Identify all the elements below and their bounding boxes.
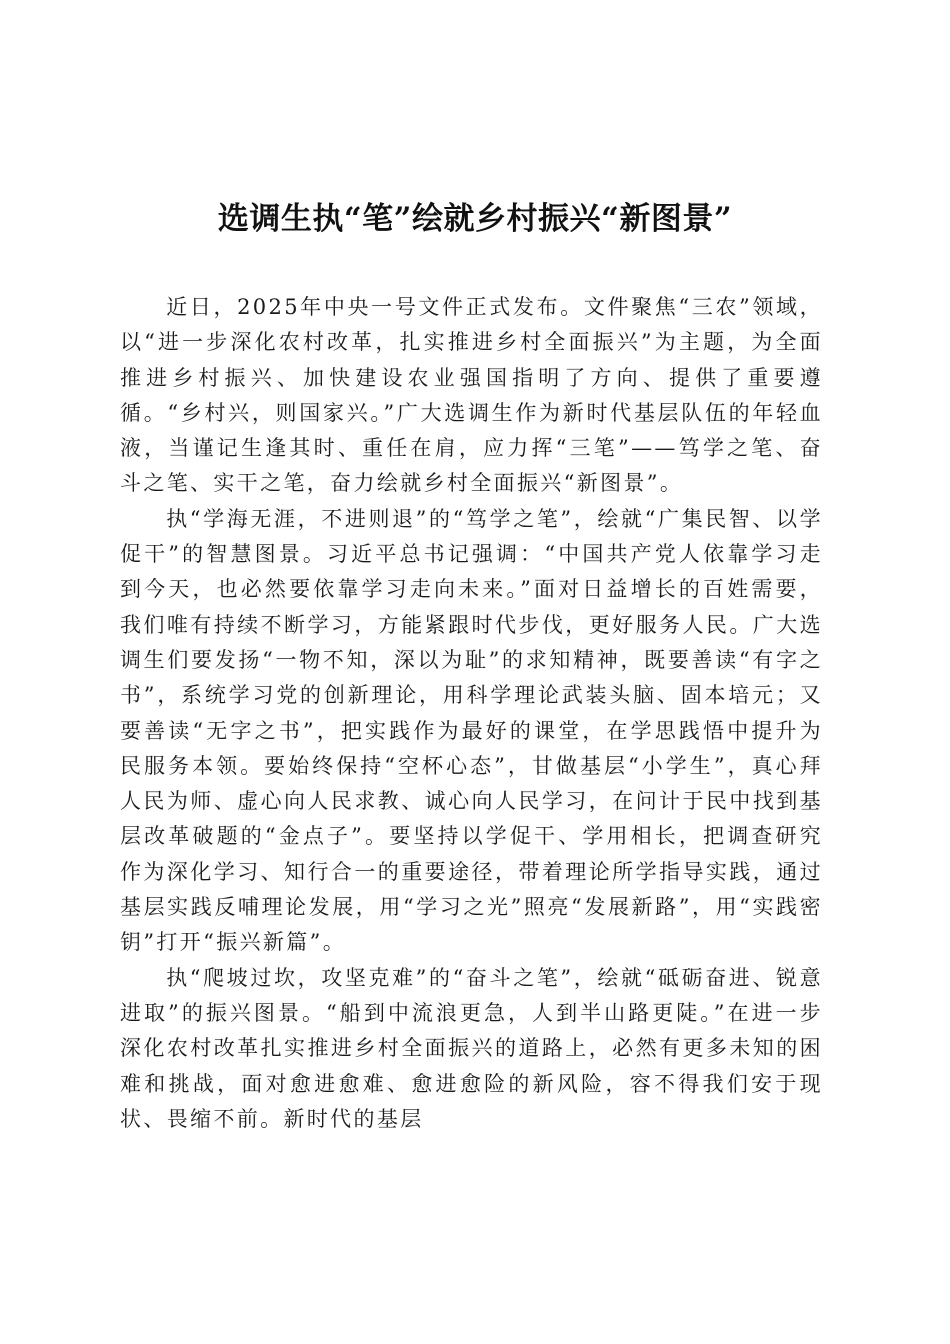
- paragraph: 执“爬坡过坎，攻坚克难”的“奋斗之笔”，绘就“砥砺奋进、锐意进取”的振兴图景。“船到中流浪更急，人到半山路更陡。”在进一步深化农村改革扎实推进乡村全面振兴的道路上，必然有更多未知的困难和挑战，面对愈进愈难、愈进愈险的新风险，容不得我们安于现状、畏缩不前。新时代的基层: [120, 965, 823, 1131]
- page-title: 选调生执“笔”绘就乡村振兴“新图景”: [217, 201, 733, 237]
- paragraph: 执“学海无涯，不进则退”的“笃学之笔”，绘就“广集民智、以学促干”的智慧图景。习近平总书记强调：“中国共产党人依靠学习走到今天，也必然要依靠学习走向未来。”面对日益增长的百姓需要，我们唯有持续不断学习，方能紧跟时代步伐，更好服务人民。广大选调生们要发扬“一物不知，深以为耻”的求知精神，既要善读“有字之书”，系统学习党的创新理论，用科学理论武装头脑、固本培元；又要善读“无字之书”，把实践作为最好的课堂，在学思践悟中提升为民服务本领。要始终保持“空杯心态”，甘做基层“小学生”，真心拜人民为师、虚心向人民求教、诚心向人民学习，在问计于民中找到基层改革破题的“金点子”。要坚持以学促干、学用相长，把调查研究作为深化学习、知行合一的重要途径，带着理论所学指导实践，通过基层实践反哺理论发展，用“学习之光”照亮“发展新路”，用“实践密钥”打开“振兴新篇”。: [120, 506, 823, 955]
- paragraph: 近日，2025年中央一号文件正式发布。文件聚焦“三农”领域，以“进一步深化农村改革，扎实推进乡村全面振兴”为主题，为全面推进乡村振兴、加快建设农业强国指明了方向、提供了重要遵循。“乡村兴，则国家兴。”广大选调生作为新时代基层队伍的年轻血液，当谨记生逢其时、重任在肩，应力挥“三笔”——笃学之笔、奋斗之笔、实干之笔，奋力绘就乡村全面振兴“新图景”。: [120, 295, 823, 496]
- article-body: [120, 290, 823, 1137]
